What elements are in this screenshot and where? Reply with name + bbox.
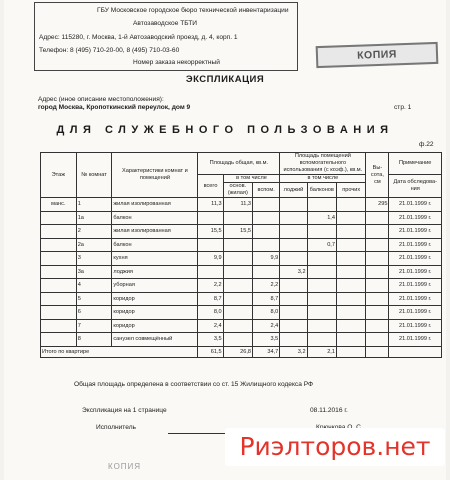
cell-height bbox=[366, 333, 389, 347]
cell-loggia: 3,2 bbox=[280, 265, 307, 279]
cell-main bbox=[223, 279, 252, 293]
cell-loggia bbox=[280, 238, 307, 252]
cell-loggia bbox=[280, 306, 307, 320]
cell-floor bbox=[41, 333, 77, 347]
header-floor: Этаж bbox=[41, 153, 77, 198]
cell-total: 15,5 bbox=[198, 225, 223, 239]
header-order: Номер заказа некорректный bbox=[133, 59, 220, 66]
cell-height bbox=[366, 238, 389, 252]
cell-floor bbox=[41, 238, 77, 252]
cell-room: 1 bbox=[76, 198, 112, 212]
table-row bbox=[41, 265, 442, 279]
cell-desc: санузел совмещённый bbox=[112, 333, 198, 347]
cell-total: 9,9 bbox=[198, 252, 223, 266]
cell-date: 21.01.1999 г. bbox=[389, 211, 442, 225]
total-loggia: 3,2 bbox=[280, 346, 307, 357]
cell-total: 2,4 bbox=[198, 319, 223, 333]
table-row bbox=[41, 252, 442, 266]
cell-room: 2а bbox=[76, 238, 112, 252]
cell-room: 5 bbox=[76, 292, 112, 306]
cell-room: 3а bbox=[76, 265, 112, 279]
cell-balcony bbox=[307, 252, 336, 266]
cell-total: 2,2 bbox=[198, 279, 223, 293]
cell-height bbox=[366, 265, 389, 279]
cell-room: 3 bbox=[76, 252, 112, 266]
cell-date: 21.01.1999 г. bbox=[389, 265, 442, 279]
cell-main: 15,5 bbox=[223, 225, 252, 239]
cell-desc: жилая изолированная bbox=[112, 198, 198, 212]
header-aux: вспом. bbox=[253, 183, 280, 198]
cell-other bbox=[336, 306, 365, 320]
cell-desc: лоджия bbox=[112, 265, 198, 279]
cell-aux bbox=[253, 211, 280, 225]
cell-loggia bbox=[280, 252, 307, 266]
cell-other bbox=[336, 265, 365, 279]
header-address: Адрес: 115280, г. Москва, 1-й Автозаводский проезд, д. 4, корп. 1 bbox=[39, 34, 238, 41]
explication-table bbox=[40, 152, 442, 358]
cell-date: 21.01.1999 г. bbox=[389, 252, 442, 266]
cell-room: 8 bbox=[76, 333, 112, 347]
total-main: 26,8 bbox=[223, 346, 252, 357]
cell-loggia bbox=[280, 333, 307, 347]
cell-desc: коридор bbox=[112, 292, 198, 306]
cell-floor bbox=[41, 319, 77, 333]
cell-other bbox=[336, 279, 365, 293]
cell-balcony bbox=[307, 319, 336, 333]
cell-desc: жилая изолированная bbox=[112, 225, 198, 239]
cell-balcony bbox=[307, 292, 336, 306]
cell-other bbox=[336, 319, 365, 333]
cell-room: 1а bbox=[76, 211, 112, 225]
cell-balcony bbox=[307, 306, 336, 320]
table-row bbox=[41, 211, 442, 225]
cell-desc: коридор bbox=[112, 306, 198, 320]
copy-mark: КОПИЯ bbox=[108, 462, 142, 471]
cell-balcony bbox=[307, 279, 336, 293]
table-row bbox=[41, 333, 442, 347]
cell-loggia bbox=[280, 279, 307, 293]
cell-other bbox=[336, 238, 365, 252]
cell-height bbox=[366, 225, 389, 239]
cell-aux: 9,9 bbox=[253, 252, 280, 266]
cell-main bbox=[223, 292, 252, 306]
cell-height bbox=[366, 306, 389, 320]
cell-main: 11,3 bbox=[223, 198, 252, 212]
header-aux-group: Площадь помещений вспомогательного использования (с коэф.), кв.м. bbox=[280, 153, 366, 175]
cell-other bbox=[336, 292, 365, 306]
header-balcony: балконов bbox=[307, 183, 336, 198]
cell-room: 7 bbox=[76, 319, 112, 333]
cell-date: 21.01.1999 г. bbox=[389, 279, 442, 293]
page-label: стр. 1 bbox=[394, 104, 412, 111]
cell-other bbox=[336, 211, 365, 225]
cell-loggia bbox=[280, 292, 307, 306]
cell-aux: 8,0 bbox=[253, 306, 280, 320]
table-row bbox=[41, 279, 442, 293]
cell-aux bbox=[253, 238, 280, 252]
header-branch: Автозаводское ТБТИ bbox=[133, 20, 198, 27]
document-page bbox=[4, 0, 446, 480]
cell-height: 295 bbox=[366, 198, 389, 212]
total-label: Итого по квартире bbox=[41, 346, 198, 357]
cell-floor: манс. bbox=[41, 198, 77, 212]
cell-room: 4 bbox=[76, 279, 112, 293]
header-area-group: Площадь общая, кв.м. bbox=[198, 153, 280, 175]
header-phone: Телефон: 8 (495) 710-20-00, 8 (495) 710-03-60 bbox=[39, 47, 180, 54]
cell-total: 8,0 bbox=[198, 306, 223, 320]
total-total: 61,5 bbox=[198, 346, 223, 357]
header-main: основ. (жилая) bbox=[223, 183, 252, 198]
cell-loggia bbox=[280, 225, 307, 239]
cell-other bbox=[336, 225, 365, 239]
cell-desc: уборная bbox=[112, 279, 198, 293]
header-height: Вы-сота, см bbox=[366, 153, 389, 198]
cell-total: 11,3 bbox=[198, 198, 223, 212]
cell-date: 21.01.1999 г. bbox=[389, 292, 442, 306]
header-org: ГБУ Московское городское бюро технической инвентаризации bbox=[97, 7, 289, 14]
header-note: Примечание bbox=[389, 153, 442, 175]
cell-total bbox=[198, 211, 223, 225]
cell-balcony: 1,4 bbox=[307, 211, 336, 225]
executor-label: Исполнитель bbox=[96, 424, 136, 431]
cell-date: 21.01.1999 г. bbox=[389, 238, 442, 252]
header-loggia: лоджий bbox=[280, 183, 307, 198]
cell-aux: 3,5 bbox=[253, 333, 280, 347]
form-label: ф.22 bbox=[419, 141, 434, 148]
cell-aux: 8,7 bbox=[253, 292, 280, 306]
header-total: всего bbox=[198, 175, 223, 198]
header-character: Характеристики комнат и помещений bbox=[112, 153, 198, 198]
cell-room: 6 bbox=[76, 306, 112, 320]
cell-main bbox=[223, 265, 252, 279]
cell-aux bbox=[253, 265, 280, 279]
cell-main bbox=[223, 211, 252, 225]
cell-desc: балкон bbox=[112, 211, 198, 225]
total-row bbox=[41, 346, 442, 357]
watermark-text: Риэлторов.нет bbox=[239, 432, 431, 461]
cell-date: 21.01.1999 г. bbox=[389, 333, 442, 347]
table-row bbox=[41, 292, 442, 306]
cell-loggia bbox=[280, 319, 307, 333]
cell-other bbox=[336, 333, 365, 347]
table-row bbox=[41, 225, 442, 239]
cell-height bbox=[366, 279, 389, 293]
footnote: Общая площадь определена в соответствии со ст. 15 Жилищного кодекса РФ bbox=[74, 381, 314, 388]
cell-desc: кухня bbox=[112, 252, 198, 266]
cell-other bbox=[336, 252, 365, 266]
cell-balcony: 0,7 bbox=[307, 238, 336, 252]
total-empty-cell bbox=[336, 346, 365, 357]
cell-date: 21.01.1999 г. bbox=[389, 319, 442, 333]
cell-floor bbox=[41, 292, 77, 306]
table-row bbox=[41, 198, 442, 212]
header-survey: Дата обследова-ния bbox=[389, 175, 442, 198]
cell-desc: коридор bbox=[112, 319, 198, 333]
cell-loggia bbox=[280, 211, 307, 225]
table-row bbox=[41, 306, 442, 320]
copy-stamp: КОПИЯ bbox=[316, 42, 439, 68]
total-empty-cell bbox=[366, 346, 389, 357]
cell-room: 2 bbox=[76, 225, 112, 239]
cell-floor bbox=[41, 211, 77, 225]
cell-aux bbox=[253, 225, 280, 239]
watermark-banner bbox=[225, 428, 445, 466]
cell-main bbox=[223, 306, 252, 320]
cell-date: 21.01.1999 г. bbox=[389, 225, 442, 239]
cell-aux: 2,2 bbox=[253, 279, 280, 293]
cell-total: 8,7 bbox=[198, 292, 223, 306]
cell-aux: 2,4 bbox=[253, 319, 280, 333]
total-aux: 34,7 bbox=[253, 346, 280, 357]
cell-total bbox=[198, 238, 223, 252]
table-row bbox=[41, 319, 442, 333]
document-title: ЭКСПЛИКАЦИЯ bbox=[185, 74, 265, 85]
signing-date: 08.11.2016 г. bbox=[310, 407, 348, 414]
cell-date: 21.01.1999 г. bbox=[389, 198, 442, 212]
header-other: прочих bbox=[336, 183, 365, 198]
cell-floor bbox=[41, 265, 77, 279]
cell-floor bbox=[41, 306, 77, 320]
pages-line: Экспликация на 1 странице bbox=[82, 407, 167, 414]
cell-balcony bbox=[307, 225, 336, 239]
header-room: № комнат bbox=[76, 153, 112, 198]
cell-floor bbox=[41, 279, 77, 293]
cell-main bbox=[223, 252, 252, 266]
table-row bbox=[41, 238, 442, 252]
cell-desc: балкон bbox=[112, 238, 198, 252]
total-empty-cell bbox=[389, 346, 442, 357]
cell-balcony bbox=[307, 198, 336, 212]
address-caption: Адрес (иное описание местоположения): bbox=[38, 96, 164, 103]
cell-height bbox=[366, 252, 389, 266]
cell-floor bbox=[41, 225, 77, 239]
cell-main bbox=[223, 319, 252, 333]
cell-loggia bbox=[280, 198, 307, 212]
cell-floor bbox=[41, 252, 77, 266]
cell-other bbox=[336, 198, 365, 212]
table-body bbox=[41, 198, 442, 358]
cell-total bbox=[198, 265, 223, 279]
total-balcony: 2,1 bbox=[307, 346, 336, 357]
address-value: город Москва, Кропоткинский переулок, дом 9 bbox=[38, 104, 191, 111]
header-including-aux: в том числе bbox=[280, 175, 366, 183]
cell-balcony bbox=[307, 333, 336, 347]
cell-height bbox=[366, 211, 389, 225]
header-including: в том числе bbox=[223, 175, 280, 183]
header-box bbox=[34, 2, 298, 71]
cell-main bbox=[223, 238, 252, 252]
cell-height bbox=[366, 292, 389, 306]
cell-height bbox=[366, 319, 389, 333]
section-title: ДЛЯ СЛУЖЕБНОГО ПОЛЬЗОВАНИЯ bbox=[56, 124, 394, 136]
cell-total: 3,5 bbox=[198, 333, 223, 347]
cell-aux bbox=[253, 198, 280, 212]
cell-date: 21.01.1999 г. bbox=[389, 306, 442, 320]
cell-balcony bbox=[307, 265, 336, 279]
cell-main bbox=[223, 333, 252, 347]
